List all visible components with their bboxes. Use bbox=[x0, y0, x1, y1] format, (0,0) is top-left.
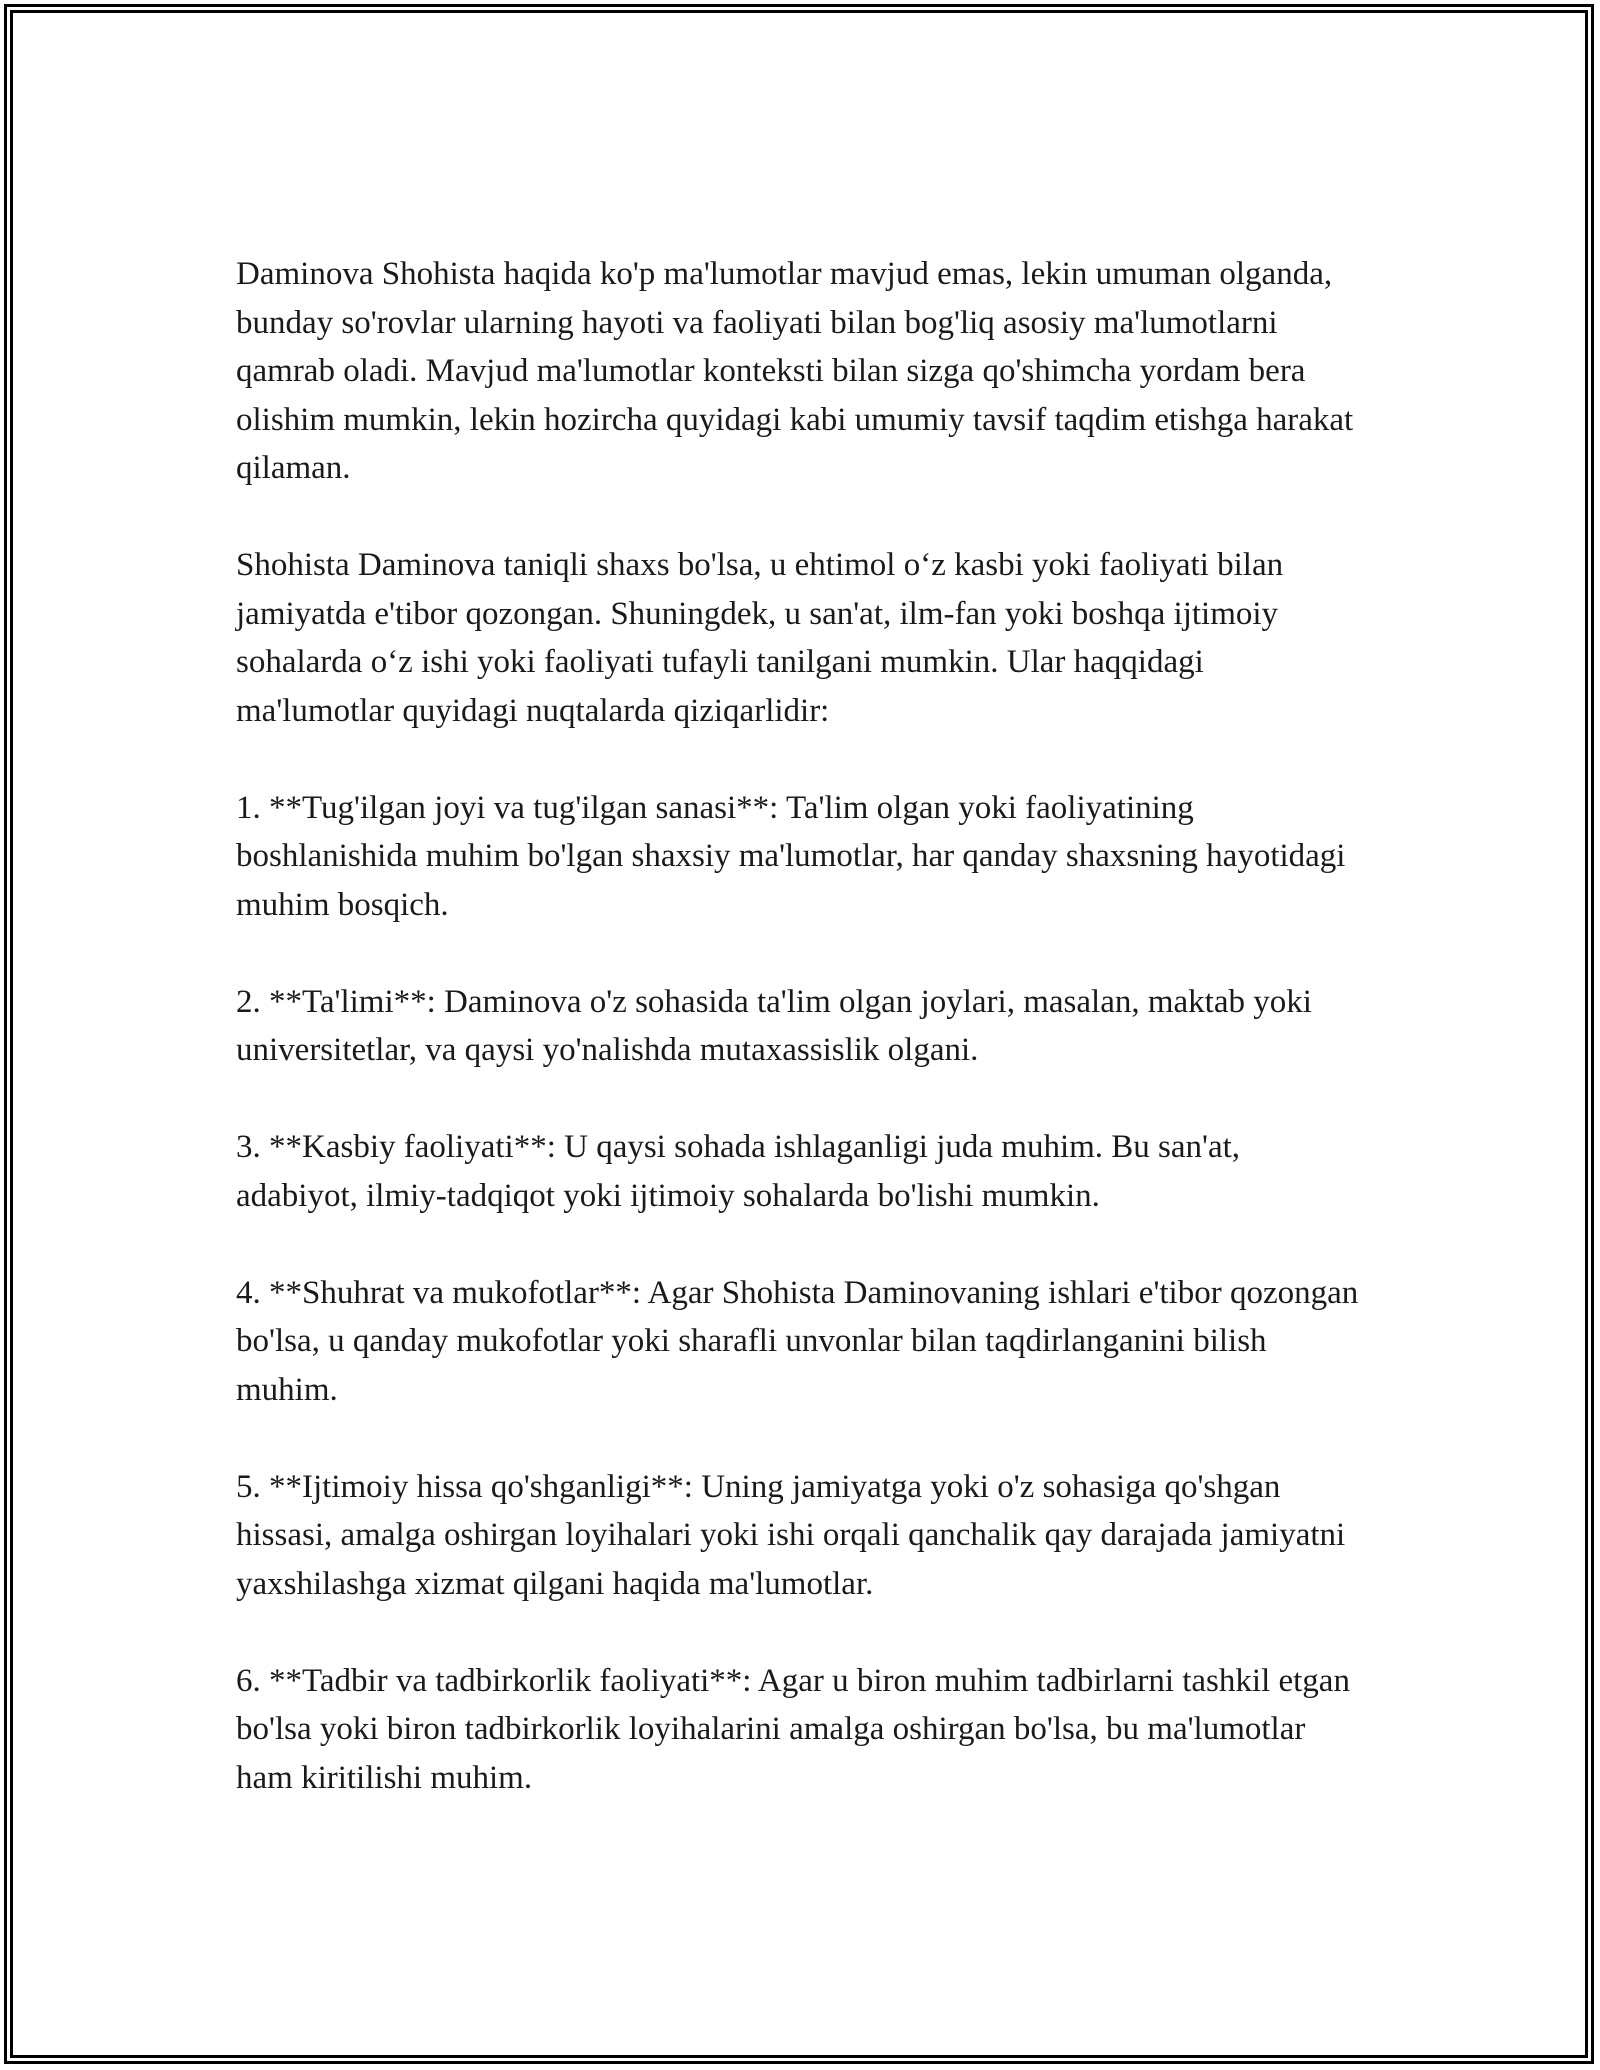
list-item-career: 3. **Kasbiy faoliyati**: U qaysi sohada ishlaganligi juda muhim. Bu san'at, adabiyot, ilmiy-tadqiqot yoki ijtimoiy sohalarda bo'lishi mumkin. bbox=[236, 1129, 1241, 1214]
document-body bbox=[236, 250, 1366, 1802]
context-paragraph: Shohista Daminova taniqli shaxs bo'lsa, u ehtimol o‘z kasbi yoki faoliyati bilan jamiyatda e'tibor qozongan. Shuningdek, u san'at, ilm-fan yoki boshqa ijtimoiy sohalarda o‘z ishi yoki faoliyati tufayli tanilgani mumkin. Ular haqqidagi ma'lumotlar quyidagi nuqtalarda qiziqarlidir: bbox=[236, 547, 1284, 729]
intro-paragraph: Daminova Shohista haqida ko'p ma'lumotlar mavjud emas, lekin umuman olganda, bunday so'rovlar ularning hayoti va faoliyati bilan bog'liq asosiy ma'lumotlarni qamrab oladi. Mavjud ma'lumotlar konteksti bilan sizga qo'shimcha yordam bera olishim mumkin, lekin hozircha quyidagi kabi umumiy tavsif taqdim etishga harakat qilaman. bbox=[236, 256, 1354, 486]
list-item-entrepreneurship: 6. **Tadbir va tadbirkorlik faoliyati**: Agar u biron muhim tadbirlarni tashkil etgan bo'lsa yoki biron tadbirkorlik loyihalarini amalga oshirgan bo'lsa, bu ma'lumotlar ham kiritilishi muhim. bbox=[236, 1662, 1350, 1796]
list-item-awards: 4. **Shuhrat va mukofotlar**: Agar Shohista Daminovaning ishlari e'tibor qozongan bo'lsa, u qanday mukofotlar yoki sharafli unvonlar bilan taqdirlanganini bilish muhim. bbox=[236, 1274, 1359, 1408]
list-item-birth: 1. **Tug'ilgan joyi va tug'ilgan sanasi**: Ta'lim olgan yoki faoliyatining boshlanishida muhim bo'lgan shaxsiy ma'lumotlar, har qanday shaxsning hayotidagi muhim bosqich. bbox=[236, 789, 1346, 923]
list-item-education: 2. **Ta'limi**: Daminova o'z sohasida ta'lim olgan joylari, masalan, maktab yoki universitetlar, va qaysi yo'nalishda mutaxassislik olgani. bbox=[236, 983, 1312, 1068]
list-item-social-contribution: 5. **Ijtimoiy hissa qo'shganligi**: Uning jamiyatga yoki o'z sohasiga qo'shgan hissasi, amalga oshirgan loyihalari yoki ishi orqali qanchalik qay darajada jamiyatni yaxshilashga xizmat qilgani haqida ma'lumotlar. bbox=[236, 1468, 1346, 1602]
